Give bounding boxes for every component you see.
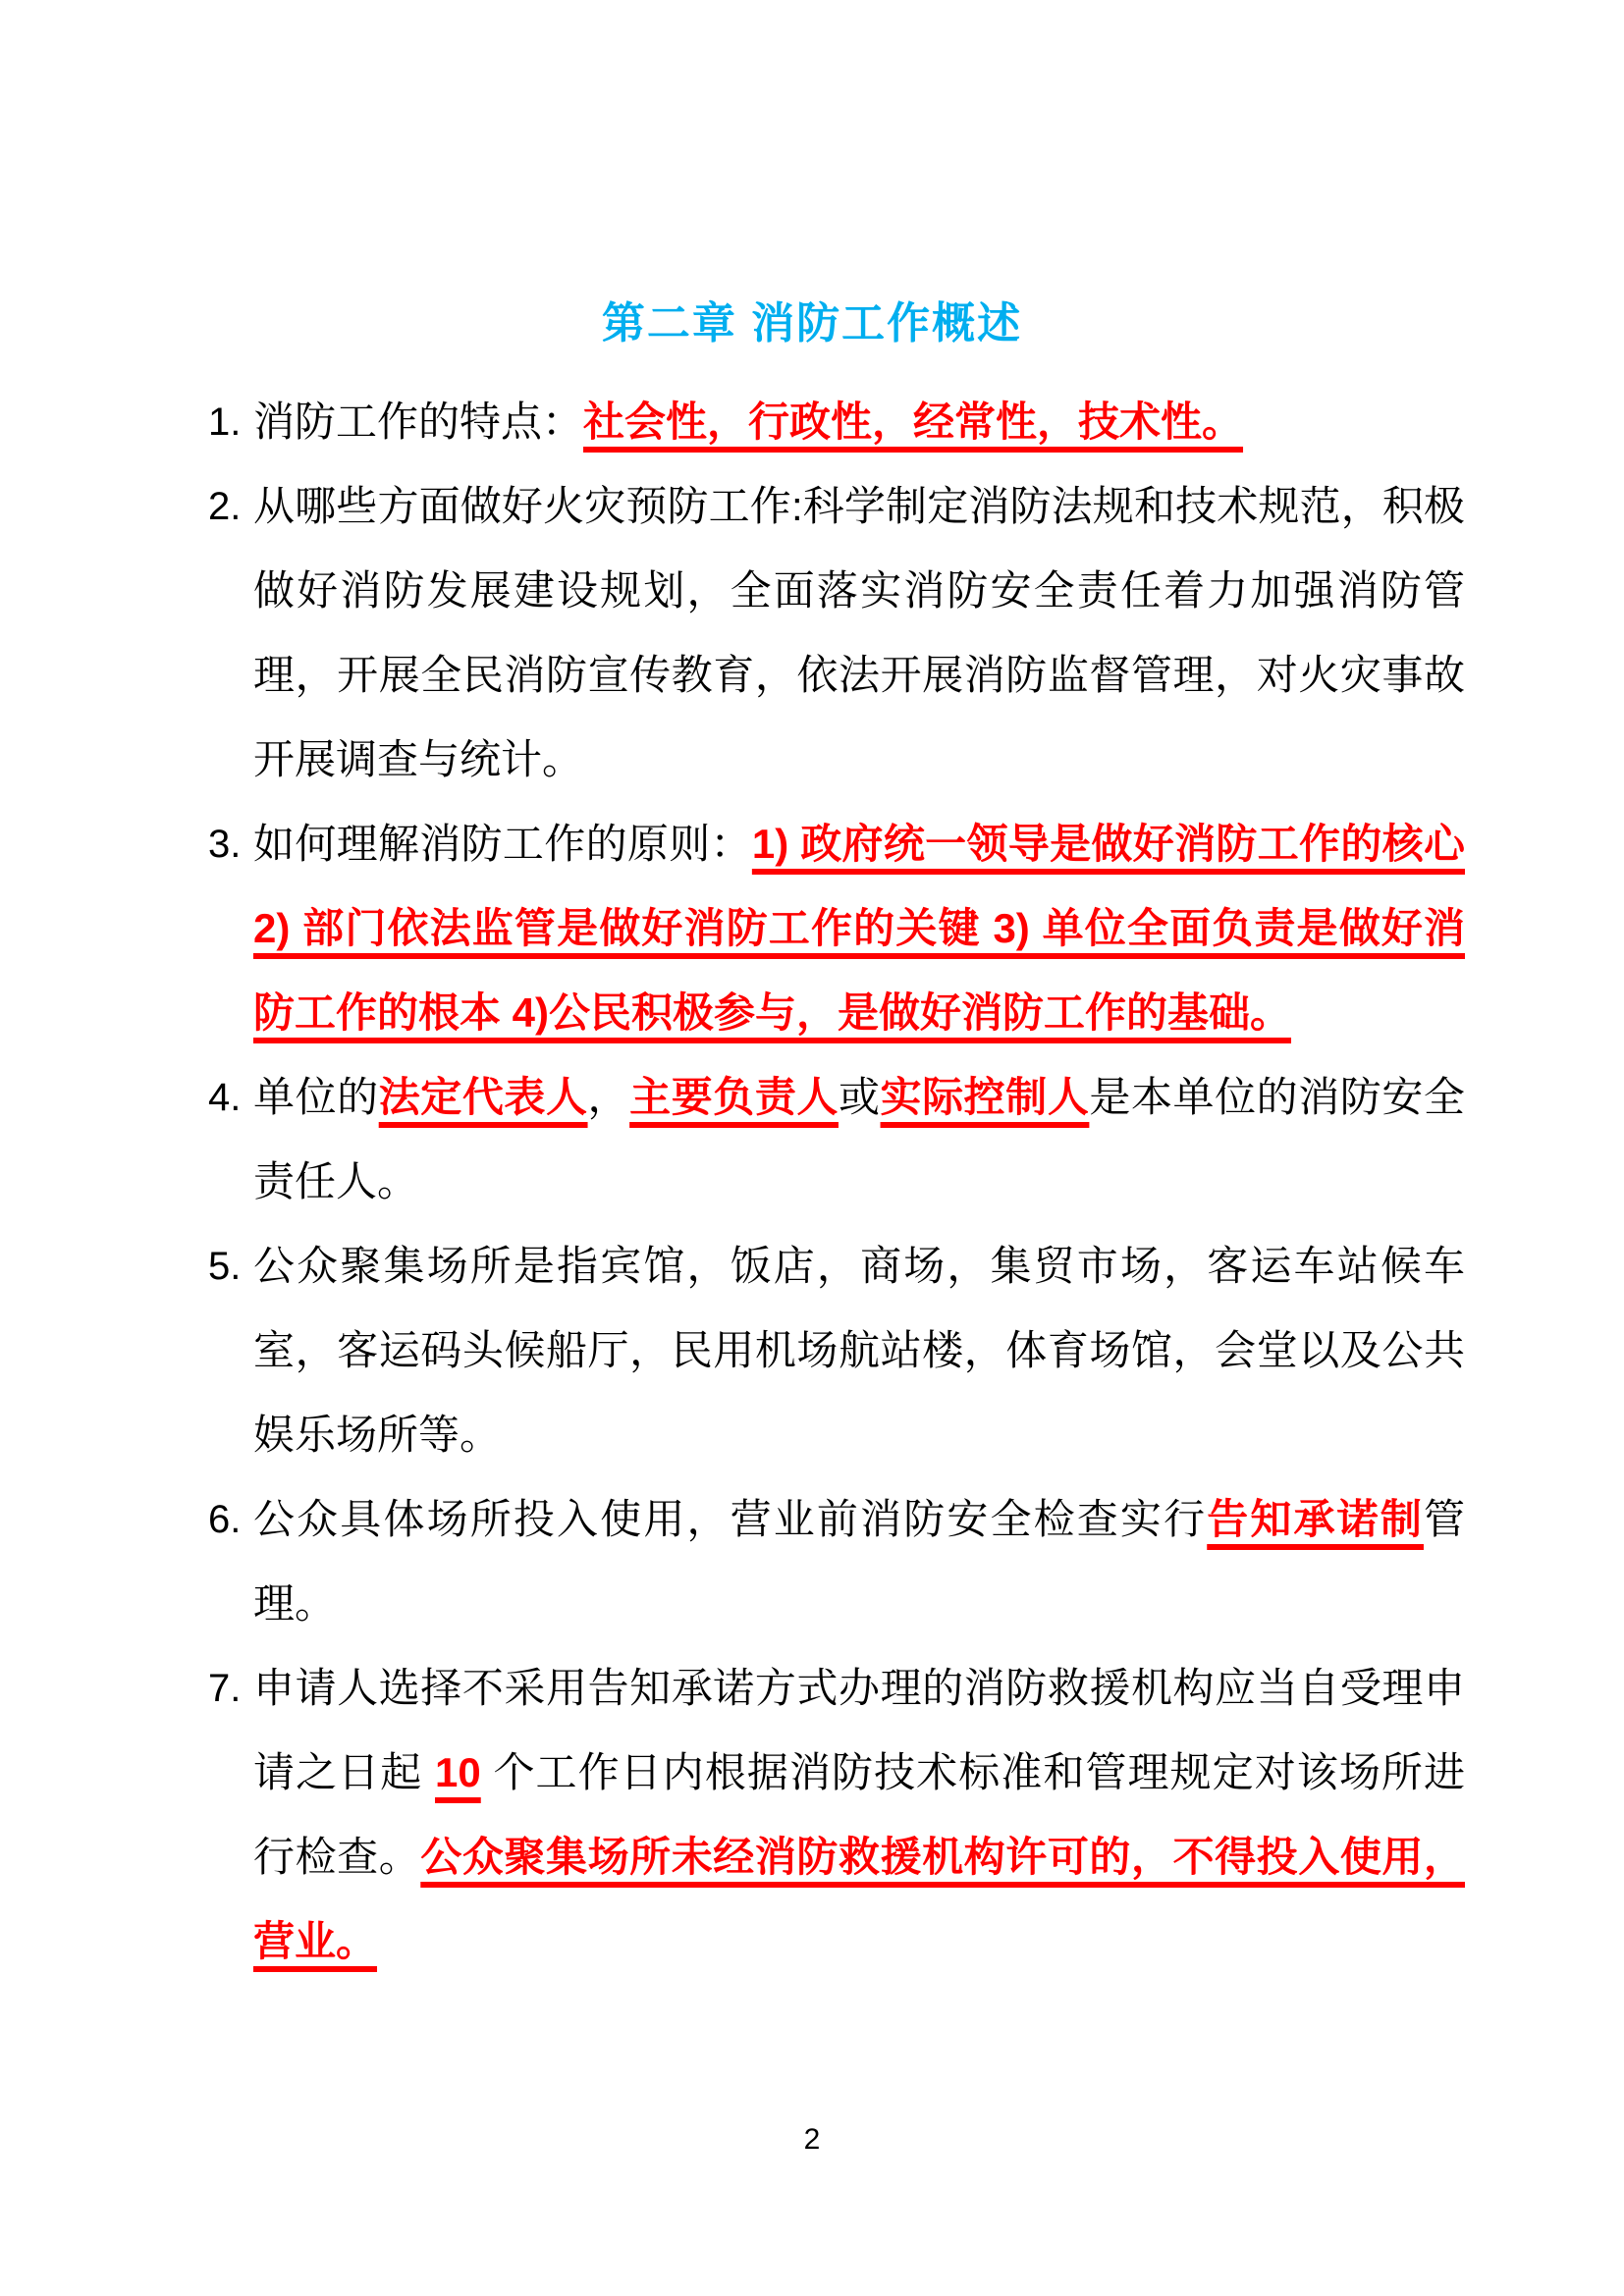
chapter-title: 第二章 消防工作概述 [601,299,1023,347]
list-item-4 [208,1055,1465,1224]
list-item-2 [208,464,1465,802]
item-number: 6. [208,1498,242,1541]
text-segment: 是本单位的消防安全责任人。 [253,1074,1465,1204]
list-item-1 [208,380,1465,464]
item-content [253,380,1465,464]
text-segment-highlight: 实际控制人 [880,1074,1090,1120]
item-number: 1. [208,400,242,444]
item-content [253,1055,1465,1224]
list-item-7 [208,1646,1465,1984]
text-segment-highlight: 法定代表人 [378,1074,588,1120]
item-number: 5. [208,1245,242,1288]
item-number: 7. [208,1667,242,1710]
text-segment: 消防工作的特点： [253,399,584,445]
text-segment-highlight: 社会性，行政性，经常性，技术性。 [583,399,1244,445]
text-segment: 或 [838,1074,881,1120]
text-segment-highlight: 主要负责人 [629,1074,839,1120]
list-item-3 [208,802,1465,1055]
text-segment: 从哪些方面做好火灾预防工作:科学制定消防法规和技术规范，积极做好消防发展建设规划，全面落实消防安全责任着力加强消防管理，开展全民消防宣传教育，依法开展消防监督管理，对火灾事故开展调查与统计。 [253,483,1465,782]
item-number: 4. [208,1076,242,1119]
text-segment: ， [587,1074,630,1120]
list-item-5 [208,1224,1465,1477]
item-content [253,1646,1465,1984]
text-segment: 单位的 [253,1074,379,1120]
item-number: 3. [208,823,242,866]
text-segment: 个工作日内根据消防技术标准和管理规定对该场所进行检查。 [253,1749,1465,1880]
item-content [253,464,1465,802]
item-content [253,802,1465,1055]
text-segment-highlight: 1) 政府统一领导是做好消防工作的核心 2) 部门依法监管是做好消防工作的关键 3) 单位全面负责是做好消防工作的根本 4)公民积极参与，是做好消防工作的基础。 [253,821,1465,1036]
text-segment: 申请人选择不采用告知承诺方式办理的消防救援机构应当自受理申请之日起 [253,1665,1465,1795]
text-segment: 公众聚集场所是指宾馆，饭店，商场，集贸市场，客运车站候车室，客运码头候船厅，民用机场航站楼，体育场馆，会堂以及公共娱乐场所等。 [253,1243,1465,1458]
text-segment: 管理。 [253,1496,1465,1627]
text-segment-highlight: 10 [435,1749,481,1795]
text-segment: 如何理解消防工作的原则： [253,821,752,867]
text-segment-highlight: 公众聚集场所未经消防救援机构许可的，不得投入使用，营业。 [253,1834,1465,1964]
qa-list [208,380,1465,1984]
text-segment: 公众具体场所投入使用，营业前消防安全检查实行 [253,1496,1208,1542]
item-content [253,1224,1465,1477]
item-number: 2. [208,485,242,528]
list-item-6 [208,1477,1465,1646]
item-content [253,1477,1465,1646]
page-number: 2 [803,2123,821,2156]
text-segment-highlight: 告知承诺制 [1207,1496,1424,1542]
